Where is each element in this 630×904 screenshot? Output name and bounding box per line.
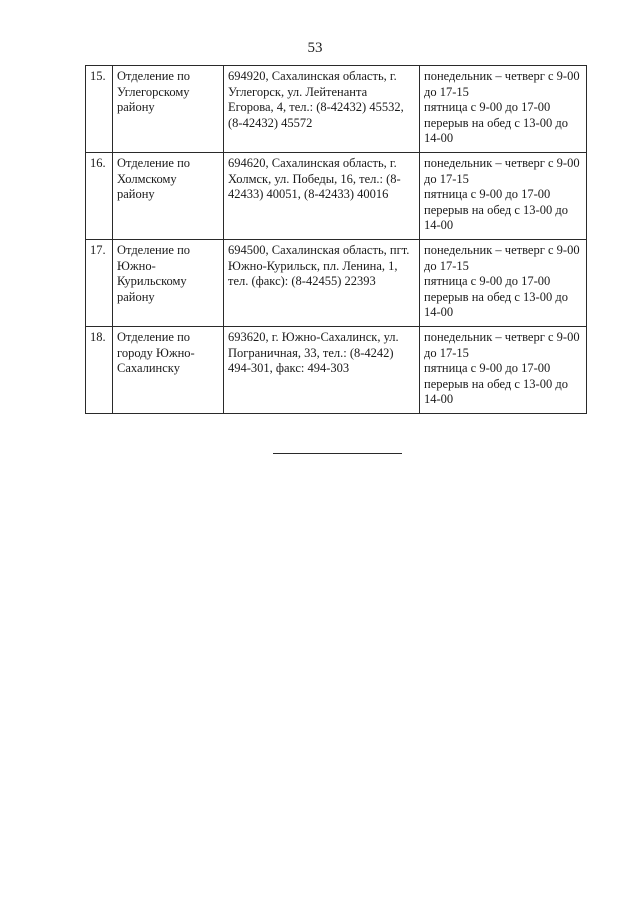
office-name-cell: [113, 239, 224, 326]
office-hours-line: 14-00: [424, 218, 454, 233]
office-hours-line: до 17-15: [424, 84, 469, 99]
office-address-line: 694620, Сахалинская область, г.: [228, 155, 397, 170]
office-address-cell: [224, 326, 420, 413]
office-name-line: Курильскому: [117, 274, 187, 289]
office-address-cell: [224, 66, 420, 153]
office-name-line: Сахалинску: [117, 361, 180, 376]
office-name-line: району: [117, 100, 155, 115]
office-name-line: Отделение по: [117, 155, 191, 170]
table-row: [86, 326, 587, 413]
separator-line: [273, 453, 402, 454]
office-address-line: Южно-Курильск, пл. Ленина, 1,: [228, 258, 398, 273]
row-number-cell: [86, 152, 113, 239]
office-hours-line: 14-00: [424, 305, 454, 320]
office-name-line: Отделение по: [117, 69, 191, 83]
row-number: 16.: [90, 155, 106, 170]
office-address-line: (8-42432) 45572: [228, 115, 313, 130]
office-address-line: 693620, г. Южно-Сахалинск, ул.: [228, 329, 399, 344]
office-name-line: Отделение по: [117, 329, 191, 344]
row-number: 15.: [90, 69, 106, 83]
office-hours-line: перерыв на обед с 13-00 до: [424, 376, 568, 391]
office-name-cell: [113, 326, 224, 413]
office-name-cell: [113, 66, 224, 153]
office-hours-line: перерыв на обед с 13-00 до: [424, 289, 568, 304]
office-hours-line: до 17-15: [424, 171, 469, 186]
office-hours-line: до 17-15: [424, 258, 469, 273]
office-name-line: району: [117, 289, 155, 304]
office-name-line: городу Южно-: [117, 345, 195, 360]
office-hours-cell: [420, 152, 587, 239]
office-address-line: 694500, Сахалинская область, пгт.: [228, 242, 410, 257]
office-name-line: Отделение по: [117, 242, 191, 257]
office-hours-line: понедельник – четверг с 9-00: [424, 242, 580, 257]
page-number: 53: [307, 40, 323, 56]
office-hours-line: до 17-15: [424, 345, 469, 360]
office-name-line: Холмскому: [117, 171, 177, 186]
row-number: 18.: [90, 329, 106, 344]
office-address-line: 694920, Сахалинская область, г.: [228, 69, 397, 83]
office-hours-line: 14-00: [424, 131, 454, 146]
office-address-line: 42433) 40051, (8-42433) 40016: [228, 187, 389, 202]
offices-table: [85, 65, 587, 414]
row-number-cell: [86, 66, 113, 153]
office-hours-line: понедельник – четверг с 9-00: [424, 155, 580, 170]
table-row: [86, 66, 587, 153]
office-hours-line: 14-00: [424, 392, 454, 407]
office-name-line: району: [117, 187, 155, 202]
office-name-line: Углегорскому: [117, 84, 190, 99]
office-address-line: Егорова, 4, тел.: (8-42432) 45532,: [228, 100, 404, 115]
row-number-cell: [86, 326, 113, 413]
office-address-cell: [224, 152, 420, 239]
office-hours-cell: [420, 326, 587, 413]
office-address-cell: [224, 239, 420, 326]
office-hours-line: перерыв на обед с 13-00 до: [424, 202, 568, 217]
table-row: [86, 239, 587, 326]
office-hours-line: понедельник – четверг с 9-00: [424, 329, 580, 344]
office-hours-line: пятница с 9-00 до 17-00: [424, 274, 551, 289]
office-hours-line: пятница с 9-00 до 17-00: [424, 100, 551, 115]
office-address-line: Углегорск, ул. Лейтенанта: [228, 84, 368, 99]
office-hours-line: пятница с 9-00 до 17-00: [424, 187, 551, 202]
office-hours-cell: [420, 239, 587, 326]
office-hours-line: понедельник – четверг с 9-00: [424, 69, 580, 83]
office-address-line: Пограничная, 33, тел.: (8-4242): [228, 345, 394, 360]
table-row: [86, 152, 587, 239]
row-number: 17.: [90, 242, 106, 257]
office-address-line: 494-301, факс: 494-303: [228, 361, 350, 376]
row-number-cell: [86, 239, 113, 326]
office-name-line: Южно-: [117, 258, 156, 273]
office-hours-cell: [420, 66, 587, 153]
office-hours-line: пятница с 9-00 до 17-00: [424, 361, 551, 376]
office-address-line: тел. (факс): (8-42455) 22393: [228, 274, 376, 289]
office-name-cell: [113, 152, 224, 239]
office-address-line: Холмск, ул. Победы, 16, тел.: (8-: [228, 171, 401, 186]
office-hours-line: перерыв на обед с 13-00 до: [424, 115, 568, 130]
